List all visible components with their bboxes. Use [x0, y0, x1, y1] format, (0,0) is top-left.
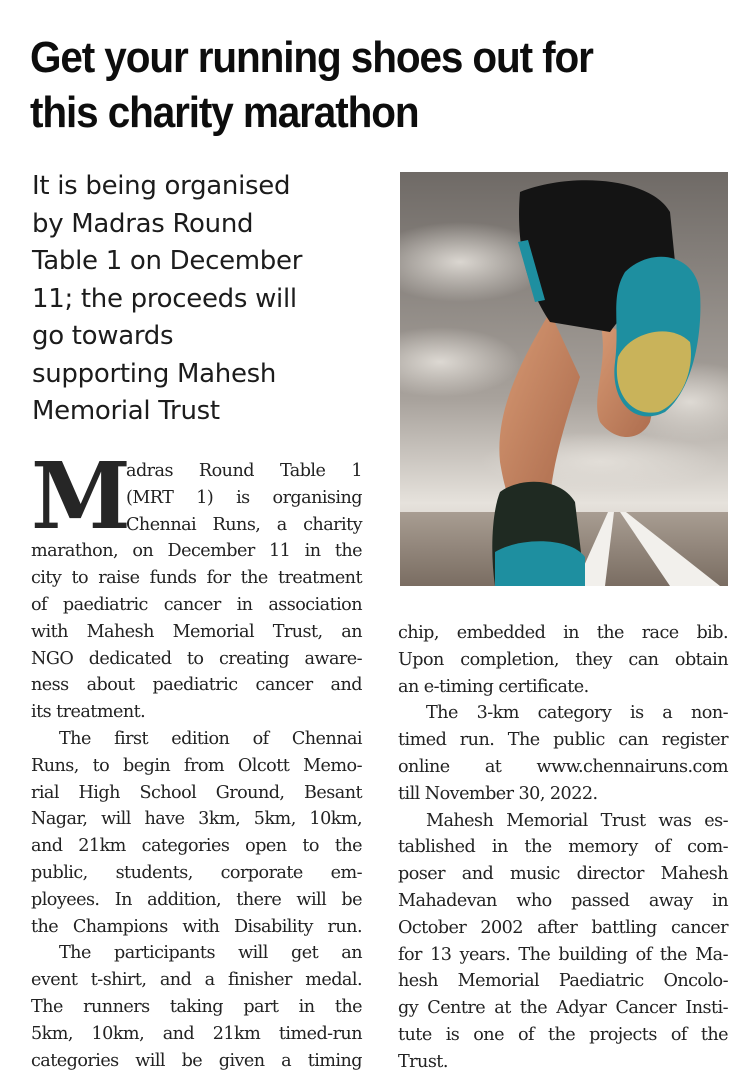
text-line: gy Centre at the Adyar Cancer Insti- — [398, 998, 728, 1019]
text-line: an e-timing certificate. — [398, 676, 589, 697]
text-line: till November 30, 2022. — [398, 783, 598, 804]
text-line: Upon completion, they can obtain — [398, 649, 728, 670]
runner-photo — [400, 172, 728, 586]
text-line: NGO dedicated to creating aware- — [31, 648, 362, 669]
text-line: for 13 years. The building of the Ma- — [398, 944, 728, 965]
drop-cap: M — [31, 442, 131, 550]
article-column-right — [398, 620, 728, 1076]
text-line: and 21km categories open to the — [31, 836, 362, 857]
text-line: The 3-km category is a non- — [426, 703, 728, 724]
text-line: its treatment. — [31, 702, 146, 723]
text-line: (MRT 1) is organising — [126, 487, 362, 508]
text-line: tute is one of the projects of the — [398, 1024, 728, 1045]
text-line: public, students, corporate em- — [31, 862, 362, 883]
deck-line: supporting Mahesh — [32, 358, 277, 389]
text-line: the Champions with Disability run. — [31, 916, 362, 937]
text-line: Mahadevan who passed away in — [398, 890, 728, 911]
text-line: Runs, to begin from Olcott Memo- — [31, 755, 362, 776]
text-line: city to raise funds for the treatment — [31, 568, 362, 589]
text-line: adras Round Table 1 — [126, 461, 362, 481]
text-line: of paediatric cancer in association — [31, 594, 362, 615]
text-line: ness about paediatric cancer and — [31, 675, 362, 696]
text-line: event t-shirt, and a finisher medal. — [31, 970, 362, 991]
text-line: 5km, 10km, and 21km timed-run — [31, 1023, 362, 1044]
headline-line: Get your running shoes out for — [30, 33, 593, 82]
text-line: poser and music director Mahesh — [398, 864, 728, 885]
text-line: Chennai Runs, a charity — [126, 514, 362, 535]
text-line: Mahesh Memorial Trust was es- — [426, 810, 728, 831]
drop-cap-paragraph — [31, 442, 362, 550]
runner-illustration — [400, 172, 728, 586]
headline-line: this charity marathon — [30, 88, 419, 137]
text-line: Nagar, will have 3km, 5km, 10km, — [31, 809, 362, 830]
text-line: The runners taking part in the — [31, 996, 362, 1017]
deck-line: Memorial Trust — [32, 396, 220, 426]
website-link-line: online at www.chennairuns.com — [398, 756, 728, 777]
deck-line: Table 1 on December — [32, 246, 303, 276]
text-line: timed run. The public can register — [398, 730, 728, 751]
text-line: ployees. In addition, there will be — [31, 889, 362, 910]
text-line: marathon, on December 11 in the — [31, 541, 362, 562]
deck-line: 11; the proceeds will — [32, 283, 297, 314]
article-deck — [32, 168, 372, 431]
text-line: hesh Memorial Paediatric Oncolo- — [398, 971, 728, 992]
deck-line: go towards — [32, 321, 174, 351]
text-line: with Mahesh Memorial Trust, an — [31, 621, 362, 642]
article-headline — [30, 30, 674, 140]
text-line: October 2002 after battling cancer — [398, 917, 728, 938]
article-column-left — [31, 442, 362, 1074]
text-line: The first edition of Chennai — [59, 728, 362, 749]
text-line: Trust. — [398, 1051, 448, 1072]
text-line: chip, embedded in the race bib. — [398, 623, 728, 643]
text-line: The participants will get an — [59, 943, 362, 964]
text-line: rial High School Ground, Besant — [31, 782, 362, 803]
planted-shoe-sole — [495, 541, 585, 586]
deck-line: by Madras Round — [32, 208, 254, 239]
text-line: categories will be given a timing — [31, 1050, 362, 1071]
text-line: tablished in the memory of com- — [398, 837, 728, 858]
deck-line: It is being organised — [32, 171, 291, 201]
